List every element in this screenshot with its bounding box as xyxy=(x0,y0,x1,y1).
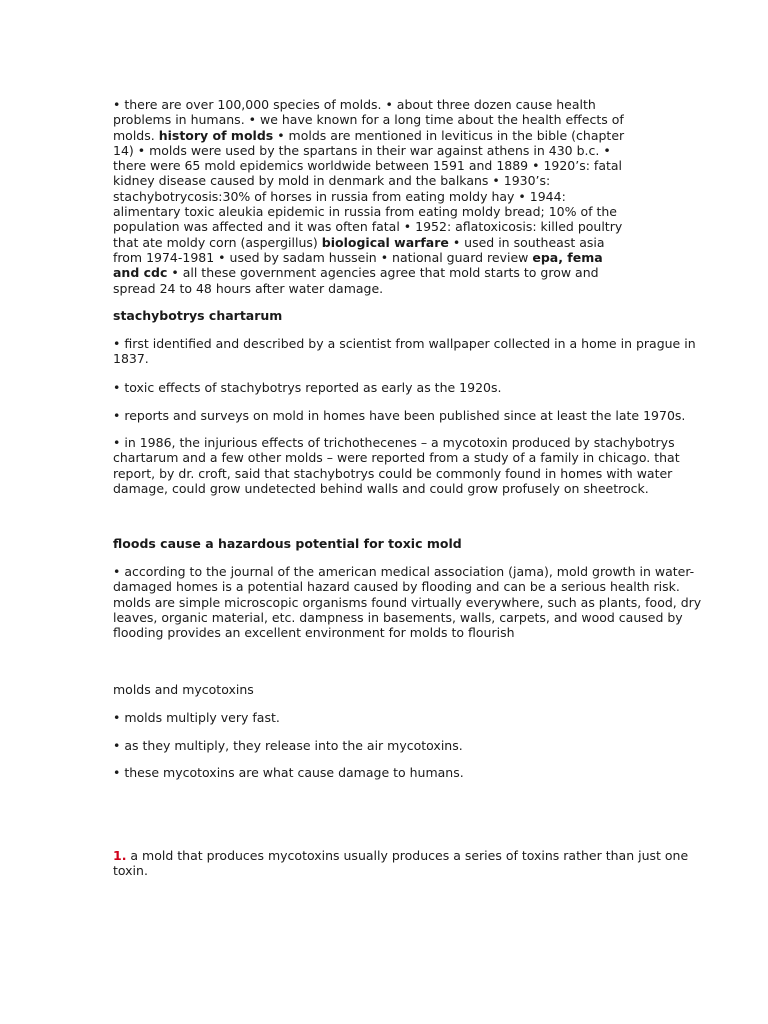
stachybotrys-point-3: • reports and surveys on mold in homes have been published since at least the late 1970s. xyxy=(113,408,686,423)
history-of-molds-label: history of molds xyxy=(158,127,274,143)
intro-text-2: • molds are mentioned in leviticus in the bible (chapter 14) • molds were used by the spartans in their war against athens in 430 b.c. • there were 65 mold epidemics worldwide between 1591 and 1889 • 1920’s: fatal kidney disease caused by mold in denmark and the balkans • 1930’s: stachybotrycosis:30% of horses in russia from eating moldy hay • 1944: alimentary toxic aleukia epidemic in russia from eating moldy bread; 10% of the population was affected and it was often fatal • 1952: aflatoxicosis: killed poultry that ate moldy corn (aspergillus) xyxy=(113,127,625,250)
intro-paragraph xyxy=(113,97,633,296)
intro-text-4: • all these government agencies agree that mold starts to grow and spread 24 to 48 hours after water damage. xyxy=(113,265,599,296)
stachybotrys-point-2: • toxic effects of stachybotrys reported as early as the 1920s. xyxy=(113,380,502,395)
mycotoxins-point-3: • these mycotoxins are what cause damage to humans. xyxy=(113,765,464,780)
item-number: 1. xyxy=(113,848,127,863)
floods-paragraph: • according to the journal of the american medical association (jama), mold growth in water-damaged homes is a potential hazard caused by flooding and can be a serious health risk. molds are simple microscopic organisms found virtually everywhere, such as plants, food, dry leaves, organic material, etc. dampness in basements, walls, carpets, and wood caused by flooding provides an excellent environment for molds to flourish xyxy=(113,564,702,641)
numbered-item-1 xyxy=(113,848,703,879)
floods-heading: floods cause a hazardous potential for toxic mold xyxy=(113,536,462,551)
mycotoxins-point-2: • as they multiply, they release into the air mycotoxins. xyxy=(113,738,463,753)
epa-fema-cdc-label: epa, fema and cdc xyxy=(113,249,603,281)
item-text: a mold that produces mycotoxins usually produces a series of toxins rather than just one toxin. xyxy=(113,848,689,879)
stachybotrys-point-1: • first identified and described by a scientist from wallpaper collected in a home in prague in 1837. xyxy=(113,336,696,367)
mycotoxins-heading: molds and mycotoxins xyxy=(113,682,254,697)
intro-text-1: • there are over 100,000 species of molds. • about three dozen cause health problems in humans. • we have known for a long time about the health effects of molds. xyxy=(113,97,624,143)
stachybotrys-point-4: • in 1986, the injurious effects of trichothecenes – a mycotoxin produced by stachybotrys chartarum and a few other molds – were reported from a study of a family in chicago. that report, by dr. croft, said that stachybotrys could be commonly found in homes with water damage, could grow undetected behind walls and could grow profusely on sheetrock. xyxy=(113,435,680,496)
intro-text-3: • used in southeast asia from 1974-1981 • used by sadam hussein • national guard review xyxy=(113,234,605,265)
biological-warfare-label: biological warfare xyxy=(321,234,449,250)
stachybotrys-heading: stachybotrys chartarum xyxy=(113,308,283,323)
mycotoxins-point-1: • molds multiply very fast. xyxy=(113,710,280,725)
